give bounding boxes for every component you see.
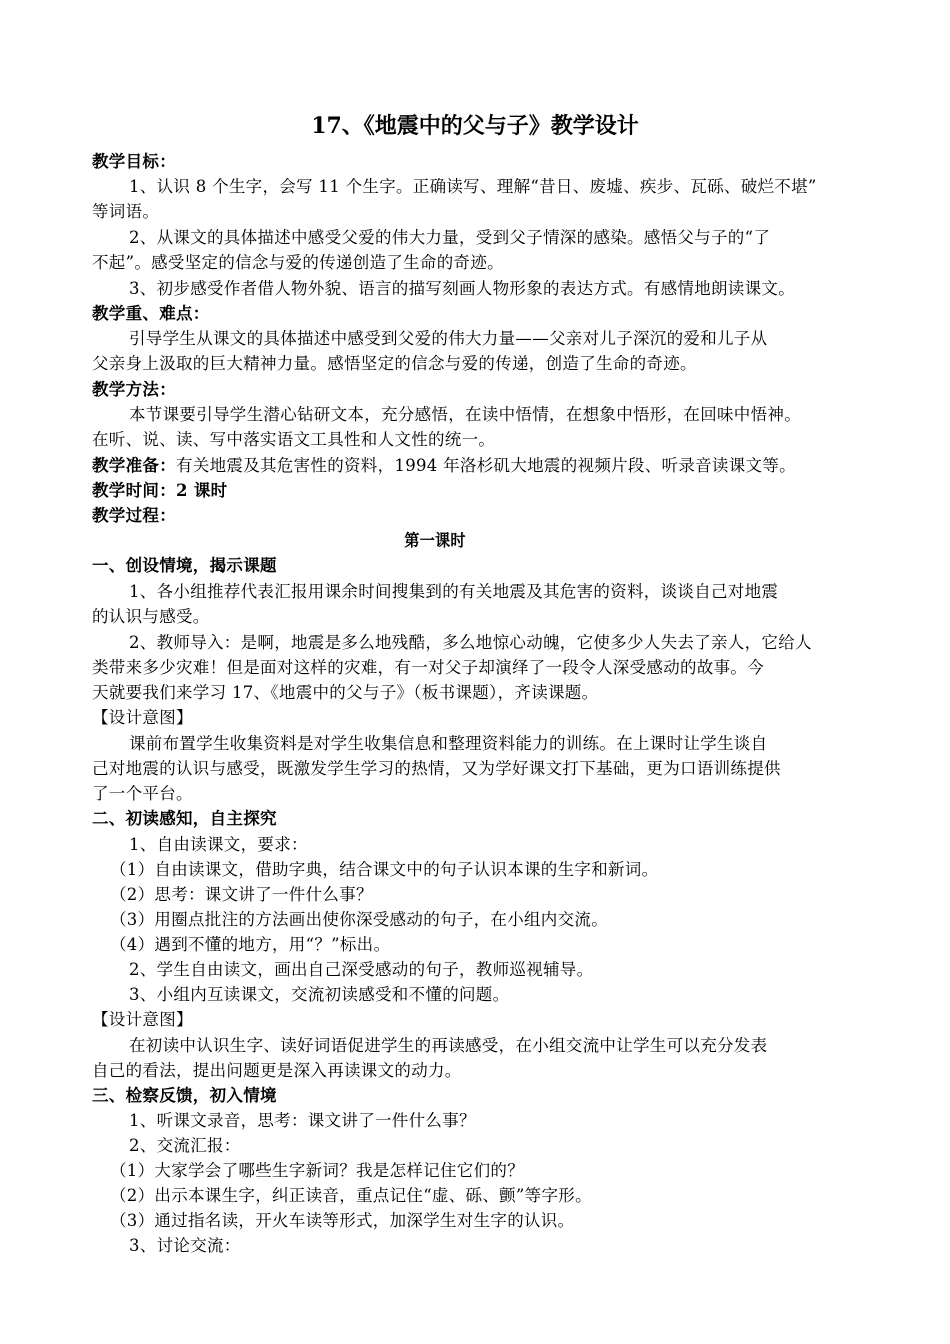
heading-goals: 教学目标： <box>92 152 176 171</box>
heading-time: 教学时间：2 课时 <box>92 481 228 500</box>
paragraph-line: 2、从课文的具体描述中感受父爱的伟大力量，受到父子情深的感染。感悟父与子的“了 <box>129 228 771 247</box>
heading-preparation: 教学准备： <box>92 456 176 475</box>
heading-process: 教学过程： <box>92 506 176 525</box>
paragraph-line: 1、认识 8 个生字，会写 11 个生字。正确读写、理解“昔日、废墟、疾步、瓦砾、破烂不堪” <box>129 177 817 196</box>
heading-key-points: 教学重、难点： <box>92 304 210 323</box>
paragraph-line: 自己的看法，提出问题更是深入再读课文的动力。 <box>92 1061 462 1080</box>
paragraph-line: 己对地震的认识与感受，既激发学生学习的热情，又为学好课文打下基础，更为口语训练提供 <box>92 759 781 778</box>
page-title: 17、《地震中的父与子》教学设计 <box>311 113 639 139</box>
design-intent-label: 【设计意图】 <box>92 708 193 727</box>
paragraph-line: 天就要我们来学习 17、《地震中的父与子》（板书课题），齐读课题。 <box>92 683 599 702</box>
section-heading-3: 三、检察反馈，初入情境 <box>92 1086 277 1105</box>
paragraph-line: （2）出示本课生字，纠正读音，重点记住“虚、砾、颤”等字形。 <box>110 1186 592 1205</box>
paragraph-line: 2、交流汇报： <box>129 1136 241 1155</box>
paragraph-line: 3、初步感受作者借人物外貌、语言的描写刻画人物形象的表达方式。有感情地朗读课文。 <box>129 279 795 298</box>
section-heading-1: 一、创设情境，揭示课题 <box>92 556 277 575</box>
section-heading-2: 二、初读感知，自主探究 <box>92 809 277 828</box>
paragraph-line: （4）遇到不懂的地方，用“？”标出。 <box>110 935 391 954</box>
paragraph-line: 3、讨论交流： <box>129 1236 241 1255</box>
paragraph-line: 本节课要引导学生潜心钻研文本，充分感悟，在读中悟情，在想象中悟形，在回味中悟神。 <box>129 405 801 424</box>
paragraph-line: 类带来多少灾难！但是面对这样的灾难，有一对父子却演绎了一段令人深受感动的故事。今 <box>92 658 764 677</box>
paragraph-line: （3）用圈点批注的方法画出使你深受感动的句子，在小组内交流。 <box>110 910 608 929</box>
paragraph-line: 在听、说、读、写中落实语文工具性和人文性的统一。 <box>92 430 496 449</box>
preparation-text: 有关地震及其危害性的资料，1994 年洛杉矶大地震的视频片段、听录音读课文等。 <box>176 456 796 475</box>
paragraph-line: 2、教师导入：是啊，地震是多么地残酷，多么地惊心动魄，它使多少人失去了亲人，它给人 <box>129 633 812 652</box>
paragraph-line: 了一个平台。 <box>92 784 193 803</box>
paragraph-line: 1、自由读课文，要求： <box>129 835 308 854</box>
paragraph-line: 3、小组内互读课文，交流初读感受和不懂的问题。 <box>129 985 510 1004</box>
preparation-line <box>92 454 796 478</box>
lesson-title: 第一课时 <box>404 531 466 550</box>
paragraph-line: 父亲身上汲取的巨大精神力量。感悟坚定的信念与爱的传递，创造了生命的奇迹。 <box>92 354 697 373</box>
design-intent-label: 【设计意图】 <box>92 1010 193 1029</box>
paragraph-line: 不起”。感受坚定的信念与爱的传递创造了生命的奇迹。 <box>92 253 504 272</box>
paragraph-line: 等词语。 <box>92 202 160 221</box>
paragraph-line: 的认识与感受。 <box>92 607 210 626</box>
paragraph-line: （3）通过指名读，开火车读等形式，加深学生对生字的认识。 <box>110 1211 575 1230</box>
paragraph-line: 1、听课文录音，思考：课文讲了一件什么事？ <box>129 1111 476 1130</box>
paragraph-line: （1）自由读课文，借助字典，结合课文中的句子认识本课的生字和新词。 <box>110 860 659 879</box>
paragraph-line: （2）思考：课文讲了一件什么事？ <box>110 885 373 904</box>
paragraph-line: 引导学生从课文的具体描述中感受到父爱的伟大力量——父亲对儿子深沉的爱和儿子从 <box>129 329 768 348</box>
paragraph-line: 课前布置学生收集资料是对学生收集信息和整理资料能力的训练。在上课时让学生谈自 <box>129 734 768 753</box>
paragraph-line: 2、学生自由读文，画出自己深受感动的句子，教师巡视辅导。 <box>129 960 594 979</box>
heading-methods: 教学方法： <box>92 380 176 399</box>
paragraph-line: （1）大家学会了哪些生字新词？我是怎样记住它们的？ <box>110 1161 524 1180</box>
paragraph-line: 1、各小组推荐代表汇报用课余时间搜集到的有关地震及其危害的资料，谈谈自己对地震 <box>129 582 779 601</box>
paragraph-line: 在初读中认识生字、读好词语促进学生的再读感受，在小组交流中让学生可以充分发表 <box>129 1036 768 1055</box>
